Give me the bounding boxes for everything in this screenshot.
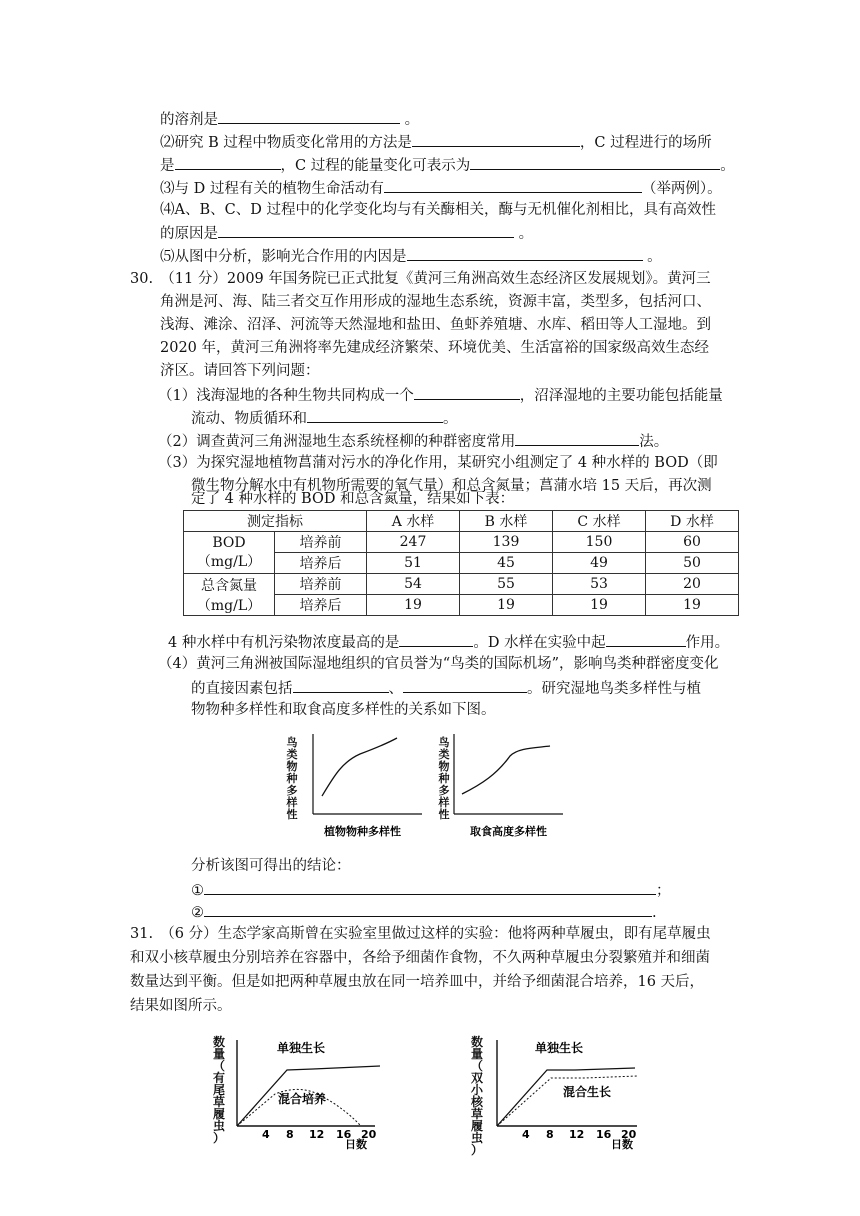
double-nucleus-paramecium-graph <box>497 1040 637 1151</box>
answer-blank[interactable] <box>175 154 281 170</box>
y-axis-label-char: 尾 <box>212 1083 225 1097</box>
y-axis-label-char: 草 <box>212 1095 225 1109</box>
q30-s1-line <box>158 384 723 406</box>
bod-unit: （mg/L） <box>196 553 262 570</box>
table-header-row <box>184 511 739 532</box>
y-axis-label-char: 鸟 <box>286 736 298 749</box>
conclusion-marker: ② <box>191 905 204 921</box>
bird-diversity-figure <box>282 726 582 844</box>
table-row <box>184 532 739 553</box>
y-axis-label-char: 鸟 <box>438 736 450 749</box>
table-header: D 水样 <box>646 511 739 532</box>
table-cell: 20 <box>646 574 739 595</box>
table-cell: 60 <box>646 532 739 553</box>
solo-label: 单独生长 <box>535 1041 584 1055</box>
table-row-label <box>184 532 275 574</box>
table-cell: 50 <box>646 553 739 574</box>
table-cell: 19 <box>646 595 739 616</box>
y-axis-label-vertical <box>437 737 451 821</box>
answer-blank[interactable] <box>606 631 686 647</box>
q30-s4-text-d: 物物种多样性和取食高度多样性的关系如下图。 <box>191 702 496 718</box>
mixed-growth-curve <box>497 1076 637 1126</box>
y-axis-label-char: 核 <box>470 1095 483 1109</box>
solo-label: 单独生长 <box>277 1041 326 1055</box>
q30-intro: 2020 年，黄河三角洲将率先建成经济繁荣、环境优美、生活富裕的国家级高效生态经 <box>160 340 710 356</box>
table-header: A 水样 <box>367 511 460 532</box>
trend-curve <box>322 738 397 796</box>
answer-blank[interactable] <box>515 430 639 446</box>
q29-p3-end: （举两例）。 <box>641 181 722 197</box>
table-cell: 150 <box>553 532 646 553</box>
y-axis-label-char: 性 <box>286 808 298 821</box>
y-axis-label-char: 草 <box>470 1107 483 1121</box>
y-axis-label-char: 数 <box>470 1035 483 1049</box>
y-axis-label-char: ） <box>212 1131 225 1145</box>
table-header: B 水样 <box>460 511 553 532</box>
water-sample-table <box>183 510 739 616</box>
y-axis-label-char: 物 <box>286 760 298 773</box>
y-axis-label-char: 数 <box>212 1035 225 1049</box>
q30-s1-end: 。 <box>443 411 458 427</box>
y-axis-label-char: 类 <box>438 748 450 761</box>
q31-intro: 结果如图所示。 <box>130 998 232 1014</box>
q30-s2-line <box>158 430 668 452</box>
nitrogen-unit: （mg/L） <box>196 597 262 614</box>
x-axis-label: 日数 <box>611 1138 633 1151</box>
y-axis-label-vertical <box>285 737 299 821</box>
table-header: 测定指标 <box>184 511 367 532</box>
tick-label: 12 <box>309 1128 325 1141</box>
q29-p2-text-c: 是 <box>160 158 175 174</box>
table-cell: 19 <box>460 595 553 616</box>
answer-blank[interactable] <box>307 407 443 423</box>
table-header: C 水样 <box>553 511 646 532</box>
q29-p2-line <box>160 131 712 153</box>
x-axis-label: 日数 <box>345 1138 367 1151</box>
tailed-paramecium-graph <box>237 1040 380 1151</box>
q29-p4-text-b: 的原因是 <box>160 226 218 242</box>
tick-label: 4 <box>262 1128 270 1141</box>
y-axis-label-char: 多 <box>438 784 450 797</box>
table-cell: 55 <box>460 574 553 595</box>
mixed-label: 混合培养 <box>278 1092 327 1106</box>
y-axis-label-char: 物 <box>438 760 450 773</box>
answer-blank[interactable] <box>470 154 720 170</box>
y-axis-label-char: 虫 <box>212 1119 225 1133</box>
q29-p4-line-2 <box>160 222 533 244</box>
q29-solvent-prefix: 的溶剂是 <box>160 112 218 128</box>
answer-blank[interactable] <box>204 879 656 895</box>
table-cell: 培养前 <box>275 532 367 553</box>
feeding-height-graph <box>454 734 563 838</box>
answer-blank[interactable] <box>399 631 473 647</box>
y-axis-label-char: 性 <box>438 808 450 821</box>
q30-s4-text: （4）黄河三角洲被国际湿地组织的官员誉为“鸟类的国际机场”，影响鸟类种群密度变化 <box>158 656 719 672</box>
table-cell: 53 <box>553 574 646 595</box>
y-axis-label-char: 履 <box>212 1107 225 1121</box>
answer-blank[interactable] <box>204 901 652 917</box>
y-axis-label-char: 双 <box>470 1071 483 1085</box>
plant-diversity-graph <box>282 726 422 838</box>
trend-curve <box>462 746 550 794</box>
q31-intro: 31. （6 分）生态学家高斯曾在实验室里做过这样的实验：他将两种草履虫，即有尾草履虫 <box>130 926 711 942</box>
table-cell: 45 <box>460 553 553 574</box>
q30-s3-text: 定了 4 种水样的 BOD 和总含氮量，结果如下表： <box>191 491 515 507</box>
q30-s3-q-text: 4 种水样中有机污染物浓度最高的是 <box>168 635 400 651</box>
answer-blank[interactable] <box>412 131 580 147</box>
y-axis-label-char: 有 <box>212 1071 225 1085</box>
y-axis-label-char: 多 <box>286 784 298 797</box>
q30-intro: 济区。请回答下列问题： <box>160 363 320 379</box>
answer-blank[interactable] <box>414 384 520 400</box>
q29-p2-text-d: ，C 过程的能量变化可表示为 <box>280 158 471 174</box>
q31-intro: 和双小核草履虫分别培养在容器中，各给予细菌作食物，不久两种草履虫分裂繁殖并和细菌 <box>130 950 710 966</box>
q30-intro: 角洲是河、海、陆三者交互作用形成的湿地生态系统，资源丰富，类型多，包括河口、 <box>160 294 711 310</box>
q31-intro: 数量达到平衡。但是如把两种草履虫放在同一培养皿中，并给予细菌混合培养，16 天后， <box>130 974 705 990</box>
y-axis-label-char: 量 <box>470 1047 483 1061</box>
q29-p4-end: 。 <box>518 226 534 242</box>
x-axis-label: 取食高度多样性 <box>470 825 547 838</box>
q30-intro: 30. （11 分）2009 年国务院已正式批复《黄河三角洲高效生态经济区发展规划》。黄河三 <box>130 271 711 287</box>
q30-s1-line-2 <box>191 407 458 429</box>
q30-s3-q-text-b: 。D 水样在实验中起 <box>473 635 606 651</box>
conclusion-2 <box>191 901 657 923</box>
tick-label: 16 <box>336 1128 352 1141</box>
q30-s1-text-b: ，沼泽湿地的主要功能包括能量 <box>519 388 723 404</box>
table-cell: 54 <box>367 574 460 595</box>
answer-blank[interactable] <box>384 177 642 193</box>
q29-p5-line <box>160 245 662 267</box>
q29-p5-end: 。 <box>647 249 662 265</box>
nitrogen-label: 总含氮量 <box>201 577 257 594</box>
q29-p4-line <box>160 200 716 220</box>
table-cell: 139 <box>460 532 553 553</box>
answer-blank[interactable] <box>218 108 400 124</box>
tick-label: 20 <box>621 1128 637 1141</box>
y-axis-label-char: 种 <box>438 772 450 785</box>
table-cell: 培养前 <box>275 574 367 595</box>
q29-p2-end: 。 <box>720 158 735 174</box>
conclusion-end: ； <box>656 883 671 899</box>
q29-p2-text-b: ，C 过程进行的场所 <box>579 135 712 151</box>
y-axis-label-char: 样 <box>438 796 450 809</box>
q29-p3-line <box>160 177 722 199</box>
q30-s3-text: 微生物分解水中有机物所需要的氧气量）和总含氮量；菖蒲水培 15 天后，再次测 <box>191 478 712 494</box>
mixed-label: 混合生长 <box>563 1085 612 1099</box>
conclusion-end: . <box>652 905 657 921</box>
q29-p5-text: ⑸从图中分析，影响光合作用的内因是 <box>160 249 407 265</box>
answer-blank[interactable] <box>218 222 514 238</box>
q29-p2-text: ⑵研究 B 过程中物质变化常用的方法是 <box>160 135 412 151</box>
q30-s3-question <box>168 631 729 653</box>
answer-blank[interactable] <box>293 677 389 693</box>
conclusion-prompt: 分析该图可得出的结论： <box>191 858 351 874</box>
table-cell: 49 <box>553 553 646 574</box>
tick-label: 16 <box>596 1128 612 1141</box>
q30-s1-text: （1）浅海湿地的各种生物共同构成一个 <box>158 388 414 404</box>
table-cell: 培养后 <box>275 595 367 616</box>
conclusion-marker: ① <box>191 883 204 899</box>
table-row-label <box>184 574 275 616</box>
q29-solvent-end: 。 <box>404 112 420 128</box>
paramecium-figure <box>205 1034 665 1151</box>
answer-blank[interactable] <box>403 677 527 693</box>
table-cell: 247 <box>367 532 460 553</box>
tick-label: 4 <box>522 1128 530 1141</box>
q30-s2-text: （2）调查黄河三角洲湿地生态系统柽柳的种群密度常用 <box>158 434 516 450</box>
q29-p4-text: ⑷A、B、C、D 过程中的化学变化均与有关酶相关，酶与无机催化剂相比，具有高效性 <box>160 202 716 218</box>
answer-blank[interactable] <box>407 245 643 261</box>
table-cell: 19 <box>553 595 646 616</box>
conclusion-1 <box>191 879 671 901</box>
tick-label: 8 <box>546 1128 554 1141</box>
x-axis-label: 植物物种多样性 <box>324 825 401 838</box>
q30-s3-q-end: 作用。 <box>685 635 730 651</box>
q30-s4-text-c: 。研究湿地鸟类多样性与植 <box>527 681 701 697</box>
q29-p2-line-2 <box>160 154 735 176</box>
q30-s3-text: （3）为探究湿地植物菖蒲对污水的净化作用，某研究小组测定了 4 种水样的 BOD（即 <box>158 455 718 471</box>
table-row <box>184 574 739 595</box>
q30-s2-end: 法。 <box>639 434 669 450</box>
y-axis-label-char: 小 <box>470 1083 483 1097</box>
y-axis-label-char: 履 <box>470 1119 483 1133</box>
q30-s4-sep: 、 <box>388 681 403 697</box>
table-cell: 培养后 <box>275 553 367 574</box>
y-axis-label-vertical <box>212 1036 226 1144</box>
y-axis-label-char: （ <box>470 1059 483 1073</box>
y-axis-label-char: 样 <box>286 796 298 809</box>
y-axis-label-vertical <box>470 1036 484 1156</box>
y-axis-label-char: 类 <box>286 748 298 761</box>
tick-label: 8 <box>286 1128 294 1141</box>
bod-label: BOD <box>212 534 246 551</box>
q29-p3-text: ⑶与 D 过程有关的植物生命活动有 <box>160 181 384 197</box>
table-cell: 51 <box>367 553 460 574</box>
y-axis-label-char: （ <box>212 1059 225 1073</box>
q29-solvent-line <box>160 108 419 130</box>
q30-s4-text-b: 的直接因素包括 <box>191 681 293 697</box>
y-axis-label-char: 种 <box>286 772 298 785</box>
y-axis-label-char: 虫 <box>470 1131 483 1145</box>
q30-s4-line-2 <box>191 677 701 699</box>
y-axis-label-char: ） <box>470 1143 483 1157</box>
tick-label: 20 <box>361 1128 377 1141</box>
q30-intro: 浅海、滩涂、沼泽、河流等天然湿地和盐田、鱼虾养殖塘、水库、稻田等人工湿地。到 <box>160 317 711 333</box>
q30-s1-text-c: 流动、物质循环和 <box>191 411 307 427</box>
tick-label: 12 <box>569 1128 585 1141</box>
y-axis-label-char: 量 <box>212 1047 225 1061</box>
table-cell: 19 <box>367 595 460 616</box>
